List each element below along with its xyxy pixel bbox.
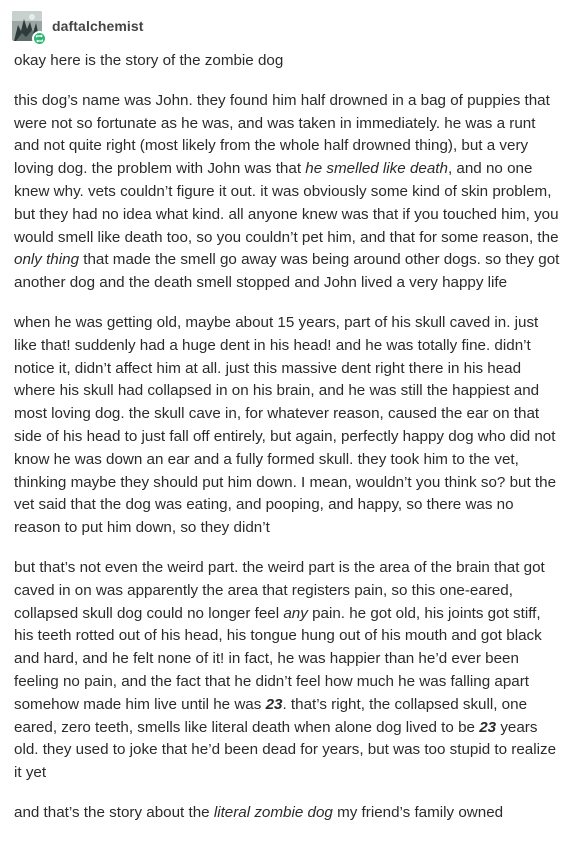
paragraph-1-italic-d: only thing (14, 251, 80, 269)
avatar-wrapper[interactable] (12, 11, 42, 41)
paragraph-1 (14, 90, 562, 295)
paragraph-1-text-a: this dog’s name was John. they found him half drowned in a bag of puppies that were not so fortunate as he was, and was taken in immediately. he was a runt and not quite right (most likely from the whole half drowned thing), but a very loving dog. the problem with John was that (14, 91, 550, 178)
username-link[interactable]: daftalchemist (52, 18, 144, 34)
post-body (14, 50, 562, 842)
paragraph-4-text-a: and that’s the story about the (14, 803, 214, 821)
paragraph-3 (14, 557, 562, 785)
paragraph-1-text-c: , and no one knew why. vets couldn’t figure it out. it was obviously some kind of skin problem, but they had no idea what kind. all anyone knew was that if you touched him, you would smell like death too, so you couldn’t pet him, and that for some reason, the (14, 160, 559, 246)
paragraph-3-bold-italic-f: 23 (479, 718, 497, 736)
paragraph-1-italic-b: he smelled like death (305, 160, 448, 178)
paragraph-3-text-e: . that’s right, the collapsed skull, one eared, zero teeth, smells like literal death when alone dog lived to be (14, 695, 528, 736)
paragraph-3-text-g: years old. they used to joke that he’d been dead for years, but was too stupid to realize it yet (14, 718, 557, 782)
retweet-icon (35, 34, 44, 43)
paragraph-3-text-c: pain. he got old, his joints got stiff, his teeth rotted out of his head, his tongue hung out of his mouth and got black and hard, and he felt none of it! in fact, he was happier than he’d ever been feeling no pain, and the fact that he didn’t feel how much he was falling apart somehow made him live until he was (14, 604, 542, 713)
paragraph-4-text-c: my friend’s family owned (332, 803, 504, 821)
paragraph-2: when he was getting old, maybe about 15 years, part of his skull caved in. just like that! suddenly had a huge dent in his head! and he was totally fine. didn’t notice it, didn’t affect him at all. just this massive dent right there in his head where his skull had collapsed in on his brain, and he was still the happiest and most loving dog. the skull cave in, for whatever reason, caused the ear on that side of his head to just fall off entirely, but again, perfectly happy dog who did not know he was down an ear and a fully formed skull. they took him to the vet, thinking maybe they should put him down. I mean, wouldn’t you think so? but the vet said that the dog was eating, and pooping, and happy, so there was no reason to put him down, so they didn’t (14, 313, 557, 537)
paragraph-4 (14, 802, 562, 825)
post-header (12, 10, 144, 42)
post-intro: okay here is the story of the zombie dog (14, 52, 284, 69)
paragraph-3-text-a: but that’s not even the weird part. the weird part is the area of the brain that got caved in on was apparently the area that registers pain, so this one-eared, collapsed skull dog could no longer feel (14, 558, 545, 622)
paragraph-3-bold-italic-d: 23 (265, 695, 283, 713)
follow-badge-icon[interactable] (32, 31, 47, 46)
paragraph-4-italic-b: literal zombie dog (213, 803, 333, 821)
paragraph-1-text-e: that made the smell go away was being around other dogs. so they got another dog and the death smell stopped and John lived a very happy life (14, 251, 560, 292)
paragraph-3-italic-b: any (283, 604, 308, 622)
